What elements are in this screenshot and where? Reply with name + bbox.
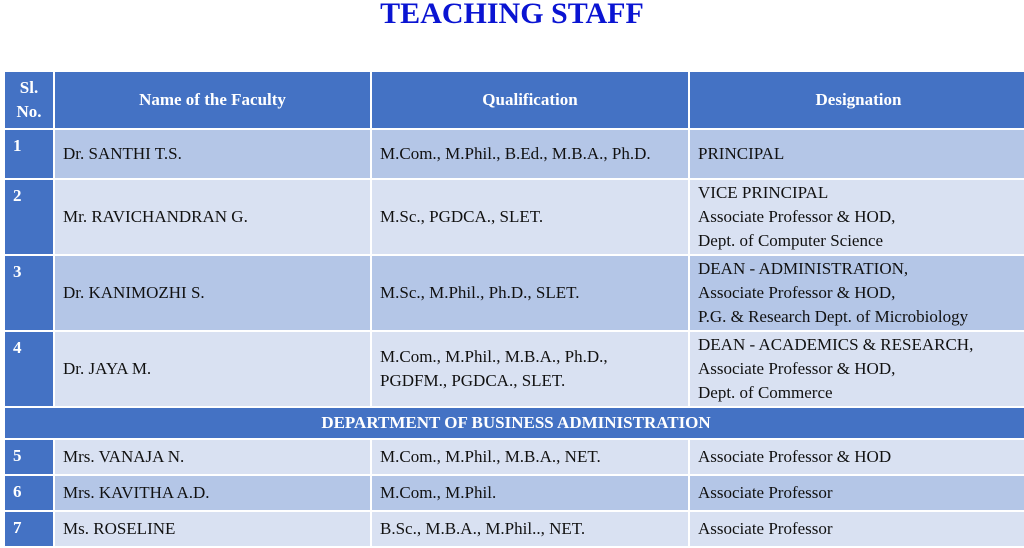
table-row — [4, 331, 1024, 407]
table-row — [4, 475, 1024, 511]
qualification-line: M.Sc., M.Phil., Ph.D., SLET. — [380, 283, 580, 302]
sl-number: 7 — [4, 511, 54, 547]
qualification-line: M.Com., M.Phil., B.Ed., M.B.A., Ph.D. — [380, 144, 651, 163]
qualification-line: M.Com., M.Phil., M.B.A., Ph.D., — [380, 347, 608, 366]
designation-line: VICE PRINCIPAL — [698, 183, 829, 202]
table-row — [4, 255, 1024, 331]
table-row — [4, 179, 1024, 255]
designation — [689, 179, 1024, 255]
faculty-name: Mr. RAVICHANDRAN G. — [54, 179, 371, 255]
designation: Associate Professor — [689, 475, 1024, 511]
qualification — [371, 331, 689, 407]
faculty-name: Dr. KANIMOZHI S. — [54, 255, 371, 331]
department-row — [4, 407, 1024, 439]
page-title: TEACHING STAFF — [380, 0, 644, 30]
qualification — [371, 179, 689, 255]
table-header — [4, 71, 1024, 129]
designation: Associate Professor — [689, 511, 1024, 547]
table-row — [4, 129, 1024, 179]
designation — [689, 255, 1024, 331]
designation-line: Dept. of Computer Science — [698, 231, 884, 250]
faculty-name: Mrs. KAVITHA A.D. — [54, 475, 371, 511]
staff-table — [3, 70, 1024, 548]
sl-number: 1 — [4, 129, 54, 179]
header-designation: Designation — [689, 71, 1024, 129]
department-heading: DEPARTMENT OF BUSINESS ADMINISTRATION — [4, 407, 1024, 439]
faculty-name: Ms. ROSELINE — [54, 511, 371, 547]
designation-line: Associate Professor & HOD, — [698, 207, 896, 226]
sl-number: 2 — [4, 179, 54, 255]
qualification-line: M.Sc., PGDCA., SLET. — [380, 207, 544, 226]
designation: Associate Professor & HOD — [689, 439, 1024, 475]
designation-line: P.G. & Research Dept. of Microbiology — [698, 307, 969, 326]
sl-number: 4 — [4, 331, 54, 407]
qualification — [371, 255, 689, 331]
designation — [689, 129, 1024, 179]
designation-line: Dept. of Commerce — [698, 383, 833, 402]
qualification-line: PGDFM., PGDCA., SLET. — [380, 371, 566, 390]
header-qualification: Qualification — [371, 71, 689, 129]
sl-number: 5 — [4, 439, 54, 475]
faculty-name: Dr. JAYA M. — [54, 331, 371, 407]
designation-line: DEAN - ADMINISTRATION, — [698, 259, 909, 278]
sl-number: 3 — [4, 255, 54, 331]
header-name: Name of the Faculty — [54, 71, 371, 129]
faculty-name: Mrs. VANAJA N. — [54, 439, 371, 475]
designation-line: Associate Professor & HOD, — [698, 359, 896, 378]
designation-line: Associate Professor & HOD, — [698, 283, 896, 302]
designation-line: PRINCIPAL — [698, 144, 785, 163]
qualification: B.Sc., M.B.A., M.Phil.., NET. — [371, 511, 689, 547]
designation-line: DEAN - ACADEMICS & RESEARCH, — [698, 335, 974, 354]
table-row — [4, 511, 1024, 547]
sl-number: 6 — [4, 475, 54, 511]
qualification — [371, 129, 689, 179]
qualification: M.Com., M.Phil., M.B.A., NET. — [371, 439, 689, 475]
designation — [689, 331, 1024, 407]
header-sl: Sl. No. — [4, 71, 54, 129]
table-row — [4, 439, 1024, 475]
qualification: M.Com., M.Phil. — [371, 475, 689, 511]
faculty-name: Dr. SANTHI T.S. — [54, 129, 371, 179]
